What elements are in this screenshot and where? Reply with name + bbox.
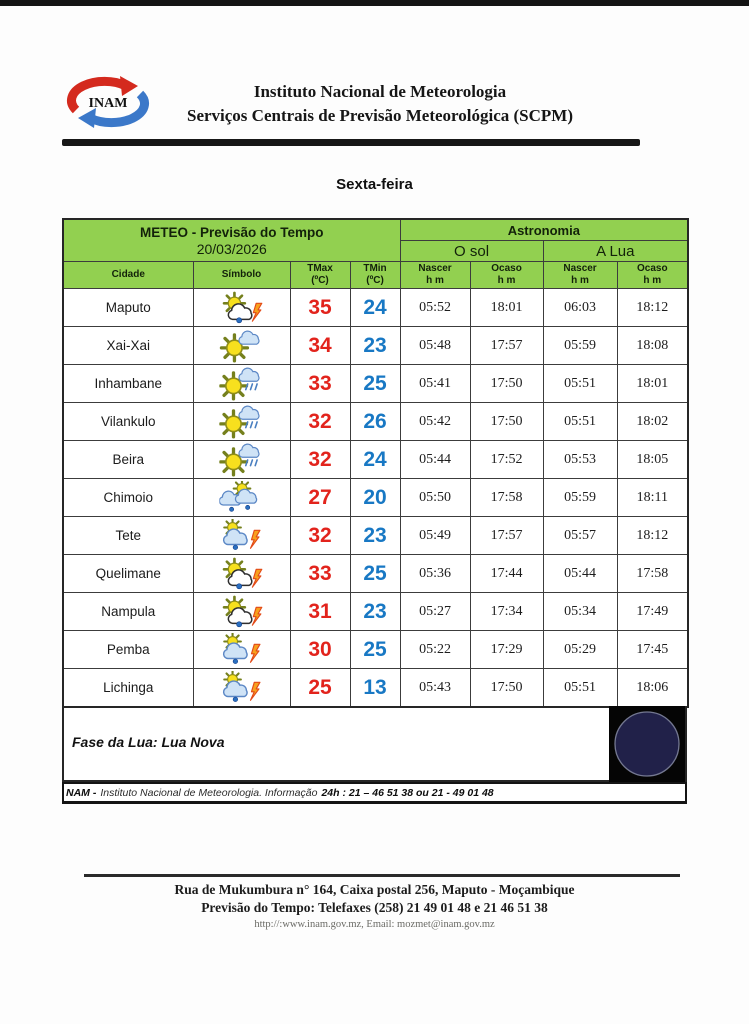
weather-icon <box>219 291 265 325</box>
sun-rise-time: 05:44 <box>400 441 470 479</box>
moon-set-time: 18:02 <box>617 403 688 441</box>
moon-rise-time: 05:51 <box>543 669 617 708</box>
moon-set-time: 17:45 <box>617 631 688 669</box>
tmax-label: TMax <box>307 263 333 274</box>
tmin-value: 20 <box>350 479 400 517</box>
hm-label: h m <box>497 275 516 286</box>
sun-rise-time: 05:41 <box>400 365 470 403</box>
set-label: Ocaso <box>491 263 522 274</box>
tmax-value: 32 <box>290 403 350 441</box>
weather-icon <box>219 671 265 705</box>
tmax-value: 30 <box>290 631 350 669</box>
moon-set-time: 18:12 <box>617 289 688 327</box>
city-name: Beira <box>63 441 193 479</box>
weather-symbol-cell <box>193 327 290 365</box>
tmax-value: 32 <box>290 441 350 479</box>
tmax-value: 33 <box>290 365 350 403</box>
tmin-value: 23 <box>350 517 400 555</box>
moon-rise-time: 05:51 <box>543 403 617 441</box>
city-name: Nampula <box>63 593 193 631</box>
moon-rise-time: 05:34 <box>543 593 617 631</box>
table-header-row-1 <box>63 219 688 241</box>
weather-symbol-cell <box>193 479 290 517</box>
weather-icon <box>219 595 265 629</box>
moon-rise-time: 05:44 <box>543 555 617 593</box>
sun-rise-time: 05:43 <box>400 669 470 708</box>
footer-address: Rua de Mukumbura n° 164, Caixa postal 256, Maputo - Moçambique <box>174 882 575 897</box>
col-header-sun-rise <box>400 262 470 289</box>
header-divider <box>62 139 640 146</box>
moon-rise-time: 05:29 <box>543 631 617 669</box>
table-row <box>63 289 688 327</box>
sun-set-time: 17:50 <box>470 403 543 441</box>
table-row <box>63 593 688 631</box>
forecast-table <box>62 218 689 708</box>
tmin-value: 25 <box>350 365 400 403</box>
sun-set-time: 17:57 <box>470 327 543 365</box>
rise-label: Nascer <box>563 263 597 274</box>
weather-symbol-cell <box>193 441 290 479</box>
tmin-value: 26 <box>350 403 400 441</box>
footer-web: http://:www.inam.gov.mz, Email: mozmet@inam.gov.mz <box>254 919 495 930</box>
weather-symbol-cell <box>193 669 290 708</box>
col-header-moon-rise <box>543 262 617 289</box>
moon-set-time: 18:12 <box>617 517 688 555</box>
moon-rise-time: 05:59 <box>543 327 617 365</box>
moon-set-time: 17:49 <box>617 593 688 631</box>
sun-rise-time: 05:48 <box>400 327 470 365</box>
weather-symbol-cell <box>193 593 290 631</box>
sun-set-time: 17:34 <box>470 593 543 631</box>
sun-set-time: 17:58 <box>470 479 543 517</box>
tmin-value: 13 <box>350 669 400 708</box>
col-header-tmin <box>350 262 400 289</box>
tmin-unit: (ºC) <box>366 275 384 286</box>
set-label: Ocaso <box>637 263 668 274</box>
moon-rise-time: 05:59 <box>543 479 617 517</box>
table-row <box>63 631 688 669</box>
tmin-value: 25 <box>350 631 400 669</box>
logo-red-arrowhead-icon <box>120 76 138 96</box>
tmin-label: TMin <box>363 263 387 274</box>
col-header-sun-set <box>470 262 543 289</box>
org-subtitle: Serviços Centrais de Previsão Meteorológica (SCPM) <box>186 105 574 125</box>
meteo-header-cell <box>63 219 400 262</box>
sun-set-time: 18:01 <box>470 289 543 327</box>
rise-label: Nascer <box>418 263 452 274</box>
tmax-value: 33 <box>290 555 350 593</box>
hm-label: h m <box>571 275 589 286</box>
table-row <box>63 479 688 517</box>
hm-label: h m <box>426 275 444 286</box>
city-name: Vilankulo <box>63 403 193 441</box>
moon-set-time: 18:06 <box>617 669 688 708</box>
moon-rise-time: 05:51 <box>543 365 617 403</box>
moon-set-time: 17:58 <box>617 555 688 593</box>
weather-icon <box>219 519 265 553</box>
weather-symbol-cell <box>193 555 290 593</box>
table-row <box>63 555 688 593</box>
moon-phase-label: Fase da Lua: Lua Nova <box>72 734 225 750</box>
weather-icon <box>219 633 265 667</box>
forecast-date: 20/03/2026 <box>196 240 267 257</box>
tmax-value: 25 <box>290 669 350 708</box>
sun-rise-time: 05:52 <box>400 289 470 327</box>
weather-symbol-cell <box>193 289 290 327</box>
org-title-block <box>140 80 620 128</box>
info-bar-phones: 24h : 21 – 46 51 38 ou 21 - 49 01 48 <box>321 786 494 799</box>
weather-icon <box>219 557 265 591</box>
info-bar <box>62 782 687 804</box>
moon-set-time: 18:01 <box>617 365 688 403</box>
col-header-city: Cidade <box>63 262 193 289</box>
hm-label: h m <box>643 275 662 286</box>
weather-symbol-cell <box>193 631 290 669</box>
new-moon-icon <box>609 706 685 782</box>
footer <box>62 881 687 930</box>
footer-contacts: Previsão do Tempo: Telefaxes (258) 21 49 01 48 e 21 46 51 38 <box>201 900 548 915</box>
footer-rule <box>84 874 680 877</box>
sun-group-header: O sol <box>400 241 543 262</box>
table-row <box>63 441 688 479</box>
tmax-value: 31 <box>290 593 350 631</box>
city-name: Maputo <box>63 289 193 327</box>
sun-rise-time: 05:49 <box>400 517 470 555</box>
moon-rise-time: 05:57 <box>543 517 617 555</box>
moon-set-time: 18:08 <box>617 327 688 365</box>
weather-icon <box>219 481 265 515</box>
top-black-bar <box>0 0 749 6</box>
city-name: Lichinga <box>63 669 193 708</box>
table-row <box>63 403 688 441</box>
sun-set-time: 17:52 <box>470 441 543 479</box>
tmin-value: 24 <box>350 289 400 327</box>
sun-rise-time: 05:50 <box>400 479 470 517</box>
weather-icon <box>219 329 265 363</box>
tmax-value: 32 <box>290 517 350 555</box>
forecast-document <box>62 218 687 804</box>
moon-set-time: 18:05 <box>617 441 688 479</box>
info-bar-text: Instituto Nacional de Meteorologia. Informação <box>100 786 318 799</box>
city-name: Tete <box>63 517 193 555</box>
sun-rise-time: 05:22 <box>400 631 470 669</box>
col-header-symbol: Símbolo <box>193 262 290 289</box>
logo-blue-arrowhead-icon <box>78 108 96 128</box>
table-row <box>63 365 688 403</box>
sun-set-time: 17:50 <box>470 669 543 708</box>
weather-icon <box>219 367 265 401</box>
tmax-value: 34 <box>290 327 350 365</box>
tmin-value: 24 <box>350 441 400 479</box>
sun-rise-time: 05:42 <box>400 403 470 441</box>
table-row <box>63 327 688 365</box>
sun-set-time: 17:44 <box>470 555 543 593</box>
col-header-tmax <box>290 262 350 289</box>
inam-logo <box>64 74 152 130</box>
tmin-value: 25 <box>350 555 400 593</box>
col-header-moon-set <box>617 262 688 289</box>
moon-set-time: 18:11 <box>617 479 688 517</box>
sun-set-time: 17:57 <box>470 517 543 555</box>
weather-symbol-cell <box>193 517 290 555</box>
city-name: Chimoio <box>63 479 193 517</box>
tmin-value: 23 <box>350 327 400 365</box>
city-name: Quelimane <box>63 555 193 593</box>
weather-symbol-cell <box>193 365 290 403</box>
weather-icon <box>219 443 265 477</box>
city-name: Pemba <box>63 631 193 669</box>
astronomy-header-cell: Astronomia <box>400 219 688 241</box>
moon-rise-time: 06:03 <box>543 289 617 327</box>
sun-set-time: 17:29 <box>470 631 543 669</box>
table-column-header-row <box>63 262 688 289</box>
city-name: Xai-Xai <box>63 327 193 365</box>
logo-text: INAM <box>88 96 128 111</box>
moon-phase-row <box>62 708 687 782</box>
table-row <box>63 669 688 708</box>
info-bar-org: NAM - <box>66 786 97 799</box>
tmax-value: 27 <box>290 479 350 517</box>
tmax-value: 35 <box>290 289 350 327</box>
sun-rise-time: 05:36 <box>400 555 470 593</box>
tmin-value: 23 <box>350 593 400 631</box>
weather-symbol-cell <box>193 403 290 441</box>
sun-rise-time: 05:27 <box>400 593 470 631</box>
moon-group-header: A Lua <box>543 241 688 262</box>
moon-rise-time: 05:53 <box>543 441 617 479</box>
day-heading: Sexta-feira <box>336 176 413 193</box>
tmax-unit: (ºC) <box>311 275 329 286</box>
org-title: Instituto Nacional de Meteorologia <box>253 82 507 101</box>
table-row <box>63 517 688 555</box>
city-name: Inhambane <box>63 365 193 403</box>
sun-set-time: 17:50 <box>470 365 543 403</box>
meteo-title: METEO - Previsão do Tempo <box>140 224 324 240</box>
weather-icon <box>219 405 265 439</box>
